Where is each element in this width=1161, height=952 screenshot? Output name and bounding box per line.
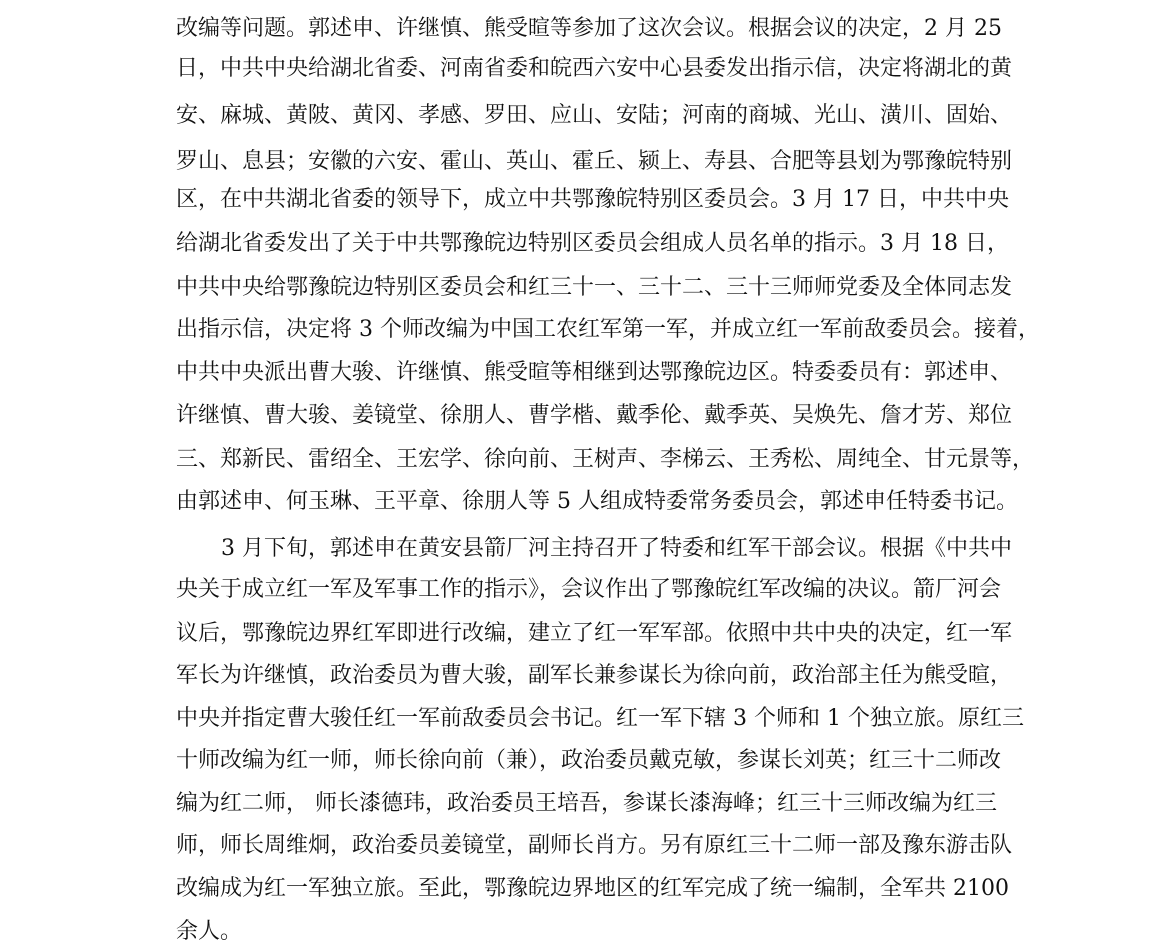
text-line-14: 央关于成立红一军及军事工作的指示》，会议作出了鄂豫皖红军改编的决议。箭厂河会 [176,577,1002,602]
text-line-4: 罗山、息县；安徽的六安、霍山、英山、霍丘、颍上、寿县、合肥等县划为鄂豫皖特别 [176,149,1013,174]
text-line-1: 改编等问题。郭述申、许继慎、熊受暄等参加了这次会议。根据会议的决定，2 月 25 [176,16,1002,41]
text-line-12: 由郭述申、何玉琳、王平章、徐朋人等 5 人组成特委常务委员会，郭述申任特委书记。 [176,489,1018,514]
text-line-13: 3 月下旬，郭述申在黄安县箭厂河主持召开了特委和红军干部会议。根据《中共中 [221,536,1012,561]
text-line-22: 余人。 [176,919,243,944]
text-line-10: 许继慎、曹大骏、姜镜堂、徐朋人、曹学楷、戴季伦、戴季英、吴焕先、詹才芳、郑位 [176,403,1013,428]
text-line-2: 日，中共中央给湖北省委、河南省委和皖西六安中心县委发出指示信，决定将湖北的黄 [176,56,1013,81]
text-line-11: 三、郑新民、雷绍全、王宏学、徐向前、王树声、李梯云、王秀松、周纯全、甘元景等， [176,447,1035,472]
text-line-19: 编为红二师， 师长漆德玮，政治委员王培吾，参谋长漆海峰；红三十三师改编为红三 [176,791,997,816]
text-line-6: 给湖北省委发出了关于中共鄂豫皖边特别区委员会组成人员名单的指示。3 月 18 日， [176,231,1009,256]
text-line-17: 中央并指定曹大骏任红一军前敌委员会书记。红一军下辖 3 个师和 1 个独立旅。原红三 [176,706,1024,731]
text-line-3: 安、麻城、黄陂、黄冈、孝感、罗田、应山、安陆；河南的商城、光山、潢川、固始、 [176,103,1013,128]
text-line-7: 中共中央给鄂豫皖边特别区委员会和红三十一、三十二、三十三师师党委及全体同志发 [176,275,1013,300]
text-line-16: 军长为许继慎，政治委员为曹大骏，副军长兼参谋长为徐向前，政治部主任为熊受暄， [176,663,1013,688]
text-line-18: 十师改编为红一师，师长徐向前（兼），政治委员戴克敏，参谋长刘英；红三十二师改 [176,748,1002,773]
text-line-20: 师，师长周维炯，政治委员姜镜堂，副师长肖方。另有原红三十二师一部及豫东游击队 [176,833,1013,858]
text-line-15: 议后，鄂豫皖边界红军即进行改编，建立了红一军军部。依照中共中央的决定，红一军 [176,621,1013,646]
text-line-9: 中共中央派出曹大骏、许继慎、熊受暄等相继到达鄂豫皖边区。特委委员有：郭述申、 [176,360,1013,385]
text-line-21: 改编成为红一军独立旅。至此，鄂豫皖边界地区的红军完成了统一编制，全军共 2100 [176,876,1009,901]
text-line-8: 出指示信，决定将 3 个师改编为中国工农红军第一军，并成立红一军前敌委员会。接着， [176,317,1040,342]
text-line-5: 区，在中共湖北省委的领导下，成立中共鄂豫皖特别区委员会。3 月 17 日，中共中央 [176,187,1009,212]
